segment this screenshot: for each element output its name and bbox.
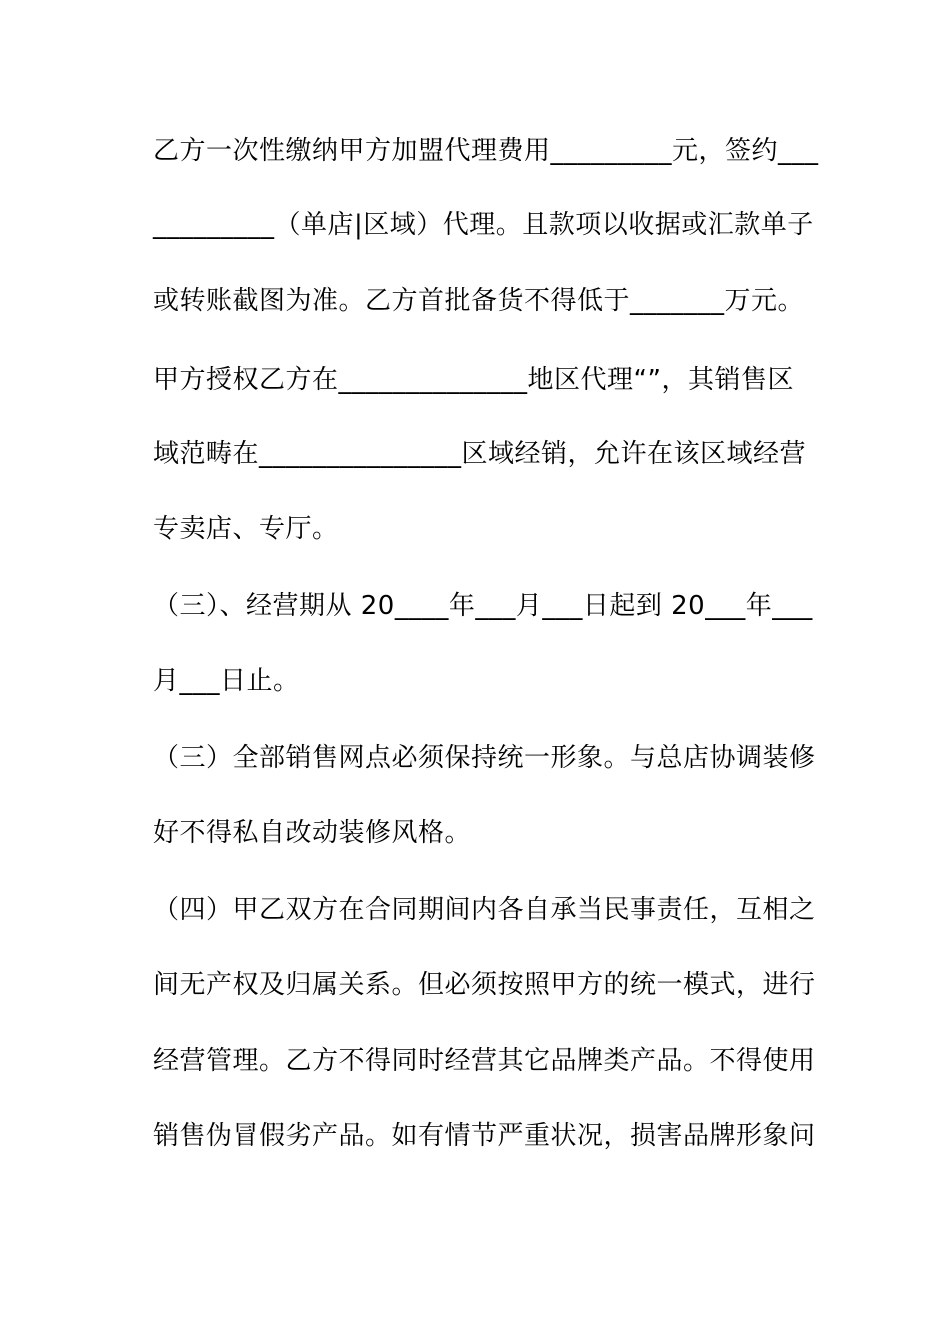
text-line: 甲方授权乙方在______________地区代理“”，其销售区 — [153, 365, 794, 395]
text-line: 经营管理。乙方不得同时经营其它品牌类产品。不得使用 — [153, 1046, 816, 1076]
text-line: （三）、经营期从 20____年___月___日起到 20___年___ — [153, 591, 813, 621]
text-line: （三）全部销售网点必须保持统一形象。与总店协调装修 — [153, 743, 816, 773]
text-line: 月___日止。 — [153, 666, 300, 696]
text-line: （四）甲乙双方在合同期间内各自承当民事责任，互相之 — [153, 895, 816, 925]
text-line: 或转账截图为准。乙方首批备货不得低于_______万元。 — [153, 286, 805, 316]
text-line: 好不得私自改动装修风格。 — [153, 818, 472, 848]
text-line: 域范畴在_______________区域经销，允许在该区域经营 — [153, 439, 807, 469]
text-line: 销售伪冒假劣产品。如有情节严重状况，损害品牌形象问 — [153, 1121, 816, 1151]
text-line: 间无产权及归属关系。但必须按照甲方的统一模式，进行 — [153, 970, 816, 1000]
text-line: 乙方一次性缴纳甲方加盟代理费用_________元，签约___ — [153, 136, 819, 166]
text-line: _________（单店|区域）代理。且款项以收据或汇款单子 — [153, 210, 814, 240]
text-line: 专卖店、专厅。 — [153, 514, 339, 544]
